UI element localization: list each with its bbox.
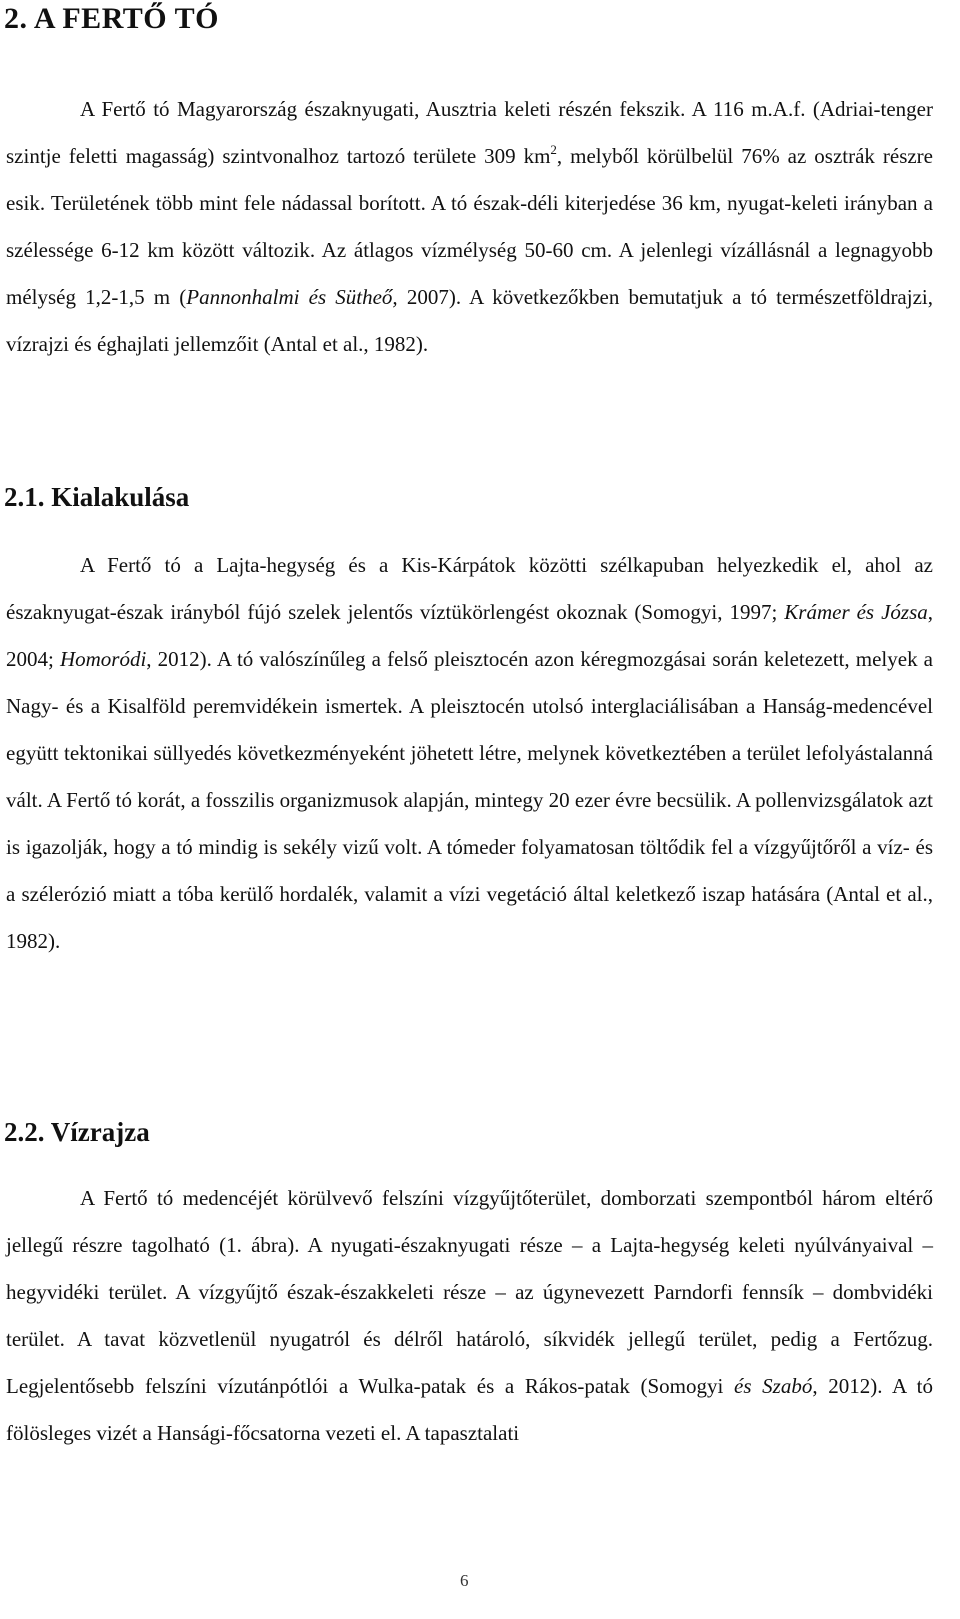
intro-paragraph	[6, 86, 933, 368]
section-title: 2. A FERTŐ TÓ	[4, 2, 219, 35]
kialakulasa-text-3: , 2012). A tó valószínűleg a felső pleisztocén azon kéregmozgásai során keletezett, melyek a Nagy- és a Kisalföld peremvidékein ismertek. A pleisztocén utolsó interglaciálisában a Hanság-medencével együtt tektonikai süllyedés következményeként jöhetett létre, melynek következtében a terület lefolyástalanná vált. A Fertő tó korát, a fosszilis organizmusok alapján, mintegy 20 ezer évre becsülik. A pollenvizsgálatok azt is igazolják, hogy a tó mindig is sekély vizű volt. A tómeder folyamatosan töltődik fel a vízgyűjtőről a víz- és a szélerózió miatt a tóba kerülő hordalék, valamit a vízi vegetáció által keletkező iszap hatására (Antal et al., 1982).	[6, 647, 933, 953]
vizrajza-paragraph	[6, 1175, 933, 1457]
intro-text-2: , melyből körülbelül 76% az osztrák részre esik. Területének több mint fele nádassal borított. A tó észak-déli kiterjedése 36 km, nyugat-keleti irányban a szélessége 6-12 km között változik. Az átlagos vízmélység 50-60 cm. A jelenlegi vízállásnál a legnagyobb mélység 1,2-1,5 m (	[6, 144, 933, 309]
citation-homorodi: Homoródi	[59, 647, 147, 671]
superscript-2: 2	[550, 142, 557, 157]
citation-szabo: és Szabó	[734, 1374, 813, 1398]
citation-kramer-jozsa: Krámer és Józsa	[784, 600, 928, 624]
kialakulasa-text-2: , 2004;	[6, 600, 933, 671]
kialakulasa-text-1: A Fertő tó a Lajta-hegység és a Kis-Kárpátok közötti szélkapuban helyezkedik el, ahol az északnyugat-észak irányból fújó szelek jelentős víztükörlengést okoznak (Somogyi, 1997;	[6, 553, 933, 624]
page-number: 6	[460, 1571, 469, 1590]
vizrajza-text-2: , 2012). A tó fölösleges vizét a Hansági-főcsatorna vezeti el. A tapasztalati	[6, 1374, 933, 1445]
intro-text-3: 2007). A következőkben bemutatjuk a tó természetföldrajzi, vízrajzi és éghajlati jellemzőit (Antal et al., 1982).	[6, 285, 933, 356]
vizrajza-text-1: A Fertő tó medencéjét körülvevő felszíni vízgyűjtőterület, domborzati szempontból három eltérő jellegű részre tagolható (1. ábra). A nyugati-északnyugati része – a Lajta-hegység keleti nyúlványaival – hegyvidéki terület. A vízgyűjtő észak-északkeleti része – az úgynevezett Parndorfi fennsík – dombvidéki terület. A tavat közvetlenül nyugatról és délről határoló, síkvidék jellegű terület, pedig a Fertőzug. Legjelentősebb felszíni vízutánpótlói a Wulka-patak és a Rákos-patak (Somogyi	[6, 1186, 933, 1398]
intro-text-1: A Fertő tó Magyarország északnyugati, Ausztria keleti részén fekszik. A 116 m.A.f. (Adriai-tenger szintje feletti magasság) szintvonalhoz tartozó területe 309 km	[6, 97, 933, 168]
kialakulasa-paragraph	[6, 542, 933, 965]
subsection-title-kialakulasa: 2.1. Kialakulása	[4, 482, 190, 512]
subsection-title-vizrajza: 2.2. Vízrajza	[4, 1117, 150, 1147]
citation-pannonhalmi: Pannonhalmi és Sütheő,	[186, 285, 398, 309]
